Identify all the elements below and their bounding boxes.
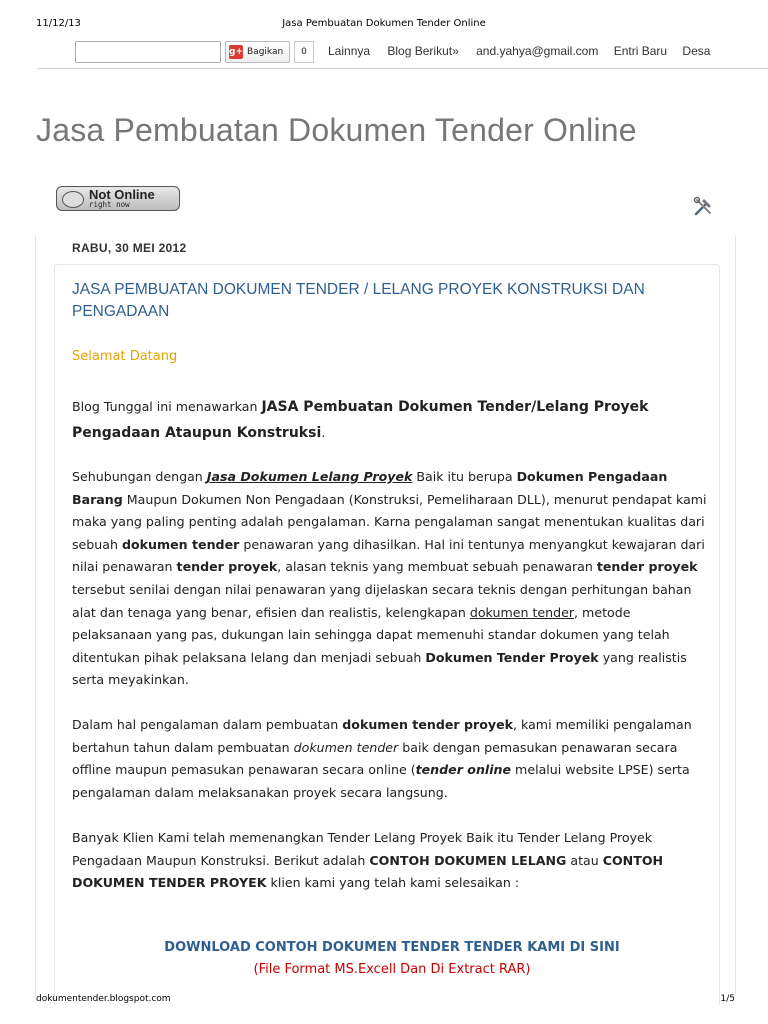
bold-italic-span: tender online [415,762,512,778]
google-plus-icon: g+ [229,47,243,57]
text-span: atau [566,852,603,868]
text-span: melalui website LPSE) serta pengalaman dalam melaksanakan proyek secara langsung. [72,762,690,800]
post-paragraph-2 [72,466,712,692]
search-input[interactable] [75,41,221,63]
text-span: penawaran yang dihasilkan. Hal ini tentunya menyangkut kewajaran dari nilai penawaran [72,536,705,575]
text-span: Blog Tunggal ini menawarkan [72,399,262,414]
navbar [38,40,768,69]
bold-span: JASA Pembuatan Dokumen Tender/Lelang Proyek Pengadaan Ataupun Konstruksi [72,399,649,441]
print-date: 11/12/13 [36,18,81,29]
text-span: Maupun Dokumen Non Pengadaan (Konstruksi, Pemeliharaan DLL), menurut pendapat kami maka yang paling penting adalah pengalaman. Karna pengalaman sangat menentukan kualitas dari sebuah [72,491,707,552]
file-format-note: (File Format MS.Excell Dan Di Extract RAR) [253,962,531,977]
nav-link-design[interactable]: Desa [682,44,711,58]
bold-span: CONTOH DOKUMEN TENDER PROYEK [72,852,664,891]
text-span: Dalam hal pengalaman dalam pembuatan [72,717,343,732]
bold-span: dokumen tender proyek [342,717,513,732]
nav-links [328,44,724,58]
post-date: RABU, 30 MEI 2012 [72,241,187,255]
text-span: tersebut senilai dengan nilai penawaran yang dijelaskan secara teknis dengan perhitungan bahan alat dan tenaga yang benar, efisien dan realistis, kelengkapan [72,581,692,620]
text-span: . [321,425,326,440]
italic-span: dokumen tender [293,739,399,755]
status-face-icon [62,191,84,208]
nav-link-next-blog[interactable]: Blog Berikut» [387,44,459,58]
post-title[interactable]: JASA PEMBUATAN DOKUMEN TENDER / LELANG PROYEK KONSTRUKSI DAN PENGADAAN [72,281,645,320]
nav-link-more[interactable]: Lainnya [328,44,371,58]
blog-title[interactable]: Jasa Pembuatan Dokumen Tender Online [36,112,637,148]
text-span: baik dengan pemasukan penawaran secara offline maupun pemasukan penawaran secara online ( [72,739,678,778]
link-dokumen-tender[interactable]: dokumen tender [469,604,575,620]
online-status-badge [56,186,180,211]
bold-span: dokumen tender [122,536,240,552]
status-sub-text: right now [89,200,130,209]
bold-span: tender proyek [176,559,278,575]
print-page-number: 1/5 [720,994,735,1004]
print-title: Jasa Pembuatan Dokumen Tender Online [282,18,486,29]
share-count: 0 [294,41,314,63]
post-paragraph-1 [72,394,712,446]
text-span: yang realistis serta meyakinkan. [72,649,687,688]
nav-link-new-entry[interactable]: Entri Baru [613,44,668,58]
bold-span: Dokumen Pengadaan Barang [72,469,668,507]
text-span: , alasan teknis yang membuat sebuah penawaran [277,559,597,575]
text-span: Baik itu berupa [412,469,517,484]
content-border-right [735,236,736,996]
bold-span: CONTOH DOKUMEN LELANG [369,852,567,868]
share-label: Bagikan [247,47,284,57]
share-button[interactable] [225,41,290,63]
status-main-text: Not Online [89,187,155,202]
link-jasa-dokumen-lelang[interactable]: Jasa Dokumen Lelang Proyek [206,469,413,484]
text-span: Sehubungan dengan [72,469,207,484]
bold-span: Dokumen Tender Proyek [425,649,599,665]
text-span: klien kami yang telah kami selesaikan : [266,875,520,891]
tools-icon[interactable] [692,196,714,218]
welcome-text: Selamat Datang [72,349,178,364]
text-span: , kami memiliki pengalaman bertahun tahun dalam pembuatan [72,717,692,755]
post-paragraph-4 [72,827,712,895]
content-border-left [35,236,36,996]
download-link[interactable]: DOWNLOAD CONTOH DOKUMEN TENDER TENDER KAMI DI SINI [164,940,620,955]
nav-link-email[interactable]: and.yahya@gmail.com [476,44,599,58]
text-span: , metode pelaksanaan yang pas, dukungan lain sehingga dapat memenuhi standar dokumen yang telah ditentukan pihak pelaksana lelang dan menjadi sebuah [72,604,670,665]
post-paragraph-3 [72,714,712,804]
print-site: dokumentender.blogspot.com [36,994,171,1004]
text-span: Banyak Klien Kami telah memenangkan Tender Lelang Proyek Baik itu Tender Lelang Proyek Pengadaan Maupun Konstruksi. Berikut adalah [72,830,653,868]
bold-span: tender proyek [596,559,698,575]
